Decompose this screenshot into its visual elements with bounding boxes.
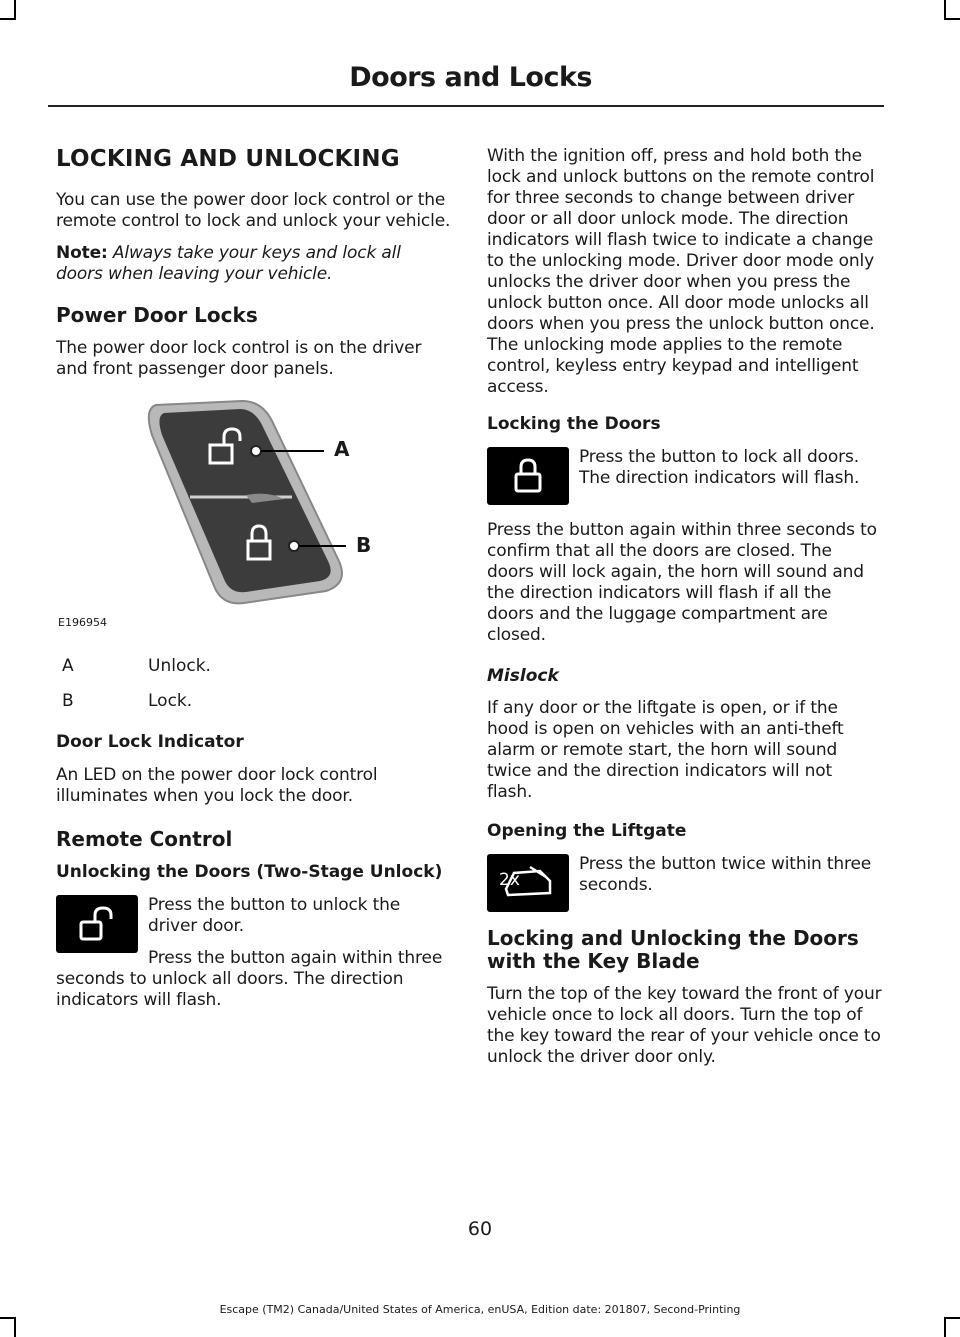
unlock-paragraph-2: Press the button again within three seconds to unlock all doors. The direction indicators will flash. bbox=[56, 948, 443, 1010]
intro-paragraph: You can use the power door lock control or the remote control to lock and unlock your vehicle. bbox=[56, 190, 451, 231]
note-label: Note: bbox=[56, 243, 108, 263]
left-column bbox=[56, 146, 452, 1022]
page-header-title: Doors and Locks bbox=[349, 62, 592, 93]
crop-mark bbox=[944, 1317, 960, 1319]
legend-row bbox=[56, 691, 452, 712]
liftgate-paragraph: Press the button twice within three seconds. bbox=[579, 854, 872, 895]
indicator-paragraph: An LED on the power door lock control illuminates when you lock the door. bbox=[56, 765, 378, 806]
page-number: 60 bbox=[467, 1218, 493, 1240]
note-paragraph bbox=[56, 243, 452, 285]
liftgate-heading: Opening the Liftgate bbox=[487, 821, 687, 841]
lock-icon bbox=[487, 447, 569, 505]
liftgate-icon-label: 2x bbox=[499, 870, 520, 890]
indicator-heading: Door Lock Indicator bbox=[56, 732, 244, 752]
legend-key: B bbox=[62, 691, 74, 711]
mislock-paragraph: If any door or the liftgate is open, or if the hood is open on vehicles with an anti-theft alarm or remote start, the horn will sound twice and the direction indicators will not flash. bbox=[487, 698, 844, 802]
lock-instruction bbox=[487, 447, 882, 509]
power-locks-paragraph: The power door lock control is on the driver and front passenger door panels. bbox=[56, 338, 422, 379]
keyblade-heading: Locking and Unlocking the Doors with the Key Blade bbox=[487, 926, 859, 973]
crop-mark bbox=[14, 1317, 16, 1337]
callout-b: B bbox=[356, 533, 372, 557]
crop-mark bbox=[944, 0, 946, 20]
legend-value: Lock. bbox=[148, 691, 193, 711]
mislock-heading: Mislock bbox=[487, 666, 559, 686]
right-column bbox=[487, 146, 882, 1079]
section-heading: LOCKING AND UNLOCKING bbox=[56, 146, 400, 172]
unlock-instruction bbox=[56, 895, 452, 1011]
legend-value: Unlock. bbox=[148, 656, 211, 676]
unlock-icon bbox=[56, 895, 138, 953]
crop-mark bbox=[0, 1317, 16, 1319]
keyblade-paragraph: Turn the top of the key toward the front of your vehicle once to lock all doors. Turn the top of the key toward the rear of your vehicle once to unlock the driver door only. bbox=[487, 984, 882, 1067]
crop-mark bbox=[944, 18, 960, 20]
unlock-paragraph-1: Press the button to unlock the driver door. bbox=[148, 895, 401, 936]
header-rule bbox=[48, 105, 884, 107]
door-lock-switch-illustration bbox=[56, 391, 452, 636]
locking-heading: Locking the Doors bbox=[487, 414, 661, 434]
ignition-paragraph: With the ignition off, press and hold both the lock and unlock buttons on the remote control for three seconds to change between driver door or all door unlock mode. The direction indicators will flash twice to indicate a change to the unlocking mode. Driver door mode only unlocks the driver door when you press the unlock button once. All door mode unlocks all doors when you press the unlock button once. The unlocking mode applies to the remote control, keyless entry keypad and intelligent access. bbox=[487, 146, 875, 397]
legend-row bbox=[56, 656, 452, 677]
crop-mark bbox=[14, 0, 16, 20]
locking-paragraph-2: Press the button again within three seconds to confirm that all the doors are closed. The doors will lock again, the horn will sound and the direction indicators will flash if all the doors and the luggage compartment are closed. bbox=[487, 520, 877, 645]
door-lock-switch-figure bbox=[56, 391, 452, 636]
power-locks-heading: Power Door Locks bbox=[56, 303, 258, 327]
unlocking-heading: Unlocking the Doors (Two-Stage Unlock) bbox=[56, 862, 443, 882]
legend-key: A bbox=[62, 656, 74, 676]
crop-mark bbox=[0, 18, 16, 20]
figure-caption: E196954 bbox=[58, 616, 107, 629]
remote-control-heading: Remote Control bbox=[56, 827, 233, 851]
note-text: Always take your keys and lock all doors when leaving your vehicle. bbox=[56, 243, 401, 284]
crop-mark bbox=[944, 1317, 946, 1337]
locking-paragraph-1: Press the button to lock all doors. The direction indicators will flash. bbox=[579, 447, 860, 488]
liftgate-instruction bbox=[487, 854, 882, 916]
liftgate-icon bbox=[487, 854, 569, 912]
callout-a: A bbox=[334, 437, 350, 461]
footer-text: Escape (TM2) Canada/United States of America, enUSA, Edition date: 201807, Second-Printing bbox=[219, 1303, 741, 1316]
